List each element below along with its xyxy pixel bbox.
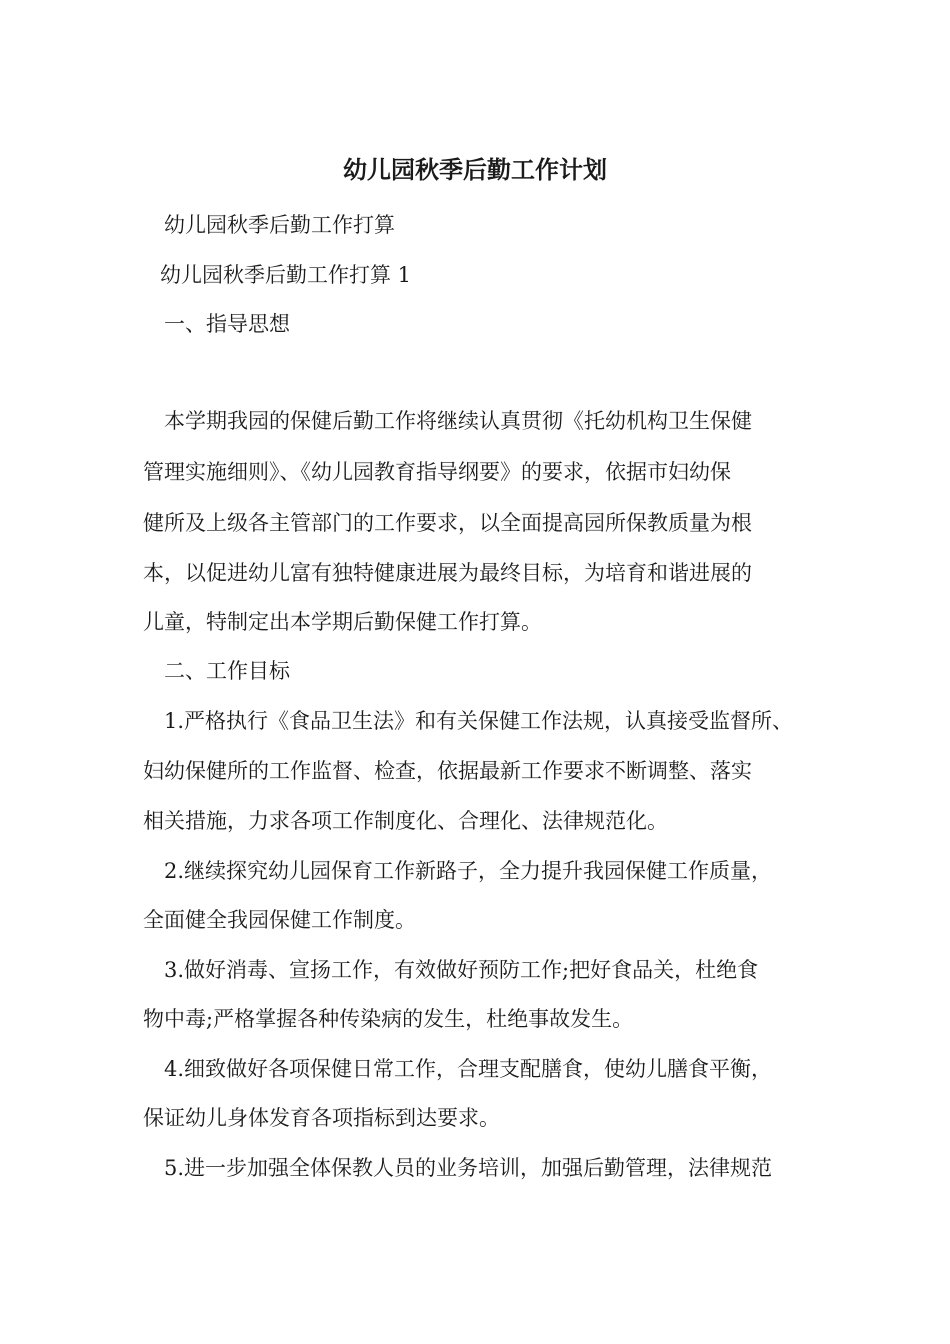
goal-1-line: 相关措施，力求各项工作制度化、合理化、法律规范化。 bbox=[143, 809, 668, 833]
goal-2-line: 全面健全我园保健工作制度。 bbox=[143, 908, 416, 932]
paragraph-line: 管理实施细则》、《幼儿园教育指导纲要》的要求，依据市妇幼保 bbox=[143, 460, 731, 484]
goal-4-line: 保证幼儿身体发育各项指标到达要求。 bbox=[143, 1106, 500, 1130]
goal-4-line: 4.细致做好各项保健日常工作，合理支配膳食，使幼儿膳食平衡， bbox=[164, 1057, 773, 1081]
section-heading-work-goals: 二、工作目标 bbox=[164, 659, 290, 683]
goal-1-line: 1.严格执行《食品卫生法》和有关保健工作法规，认真接受监督所、 bbox=[164, 709, 794, 733]
goal-5-line: 5.进一步加强全体保教人员的业务培训，加强后勤管理，法律规范 bbox=[164, 1156, 773, 1180]
goal-2-line: 2.继续探究幼儿园保育工作新路子，全力提升我园保健工作质量， bbox=[164, 859, 773, 883]
paragraph-line: 儿童，特制定出本学期后勤保健工作打算。 bbox=[143, 610, 542, 634]
subtitle-line: 幼儿园秋季后勤工作打算 bbox=[164, 213, 395, 237]
goal-3-line: 物中毒;严格掌握各种传染病的发生，杜绝事故发生。 bbox=[143, 1007, 634, 1031]
goal-3-line: 3.做好消毒、宣扬工作，有效做好预防工作;把好食品关，杜绝食 bbox=[164, 958, 759, 982]
document-title: 幼儿园秋季后勤工作计划 bbox=[343, 156, 607, 184]
paragraph-line: 本学期我园的保健后勤工作将继续认真贯彻《托幼机构卫生保健 bbox=[164, 409, 752, 433]
paragraph-line: 健所及上级各主管部门的工作要求，以全面提高园所保教质量为根 bbox=[143, 511, 752, 535]
paragraph-line: 本，以促进幼儿富有独特健康进展为最终目标，为培育和谐进展的 bbox=[143, 561, 752, 585]
section-heading-line: 幼儿园秋季后勤工作打算 1 bbox=[160, 263, 412, 287]
goal-1-line: 妇幼保健所的工作监督、检查，依据最新工作要求不断调整、落实 bbox=[143, 759, 752, 783]
section-heading-guiding-thought: 一、指导思想 bbox=[164, 312, 290, 336]
